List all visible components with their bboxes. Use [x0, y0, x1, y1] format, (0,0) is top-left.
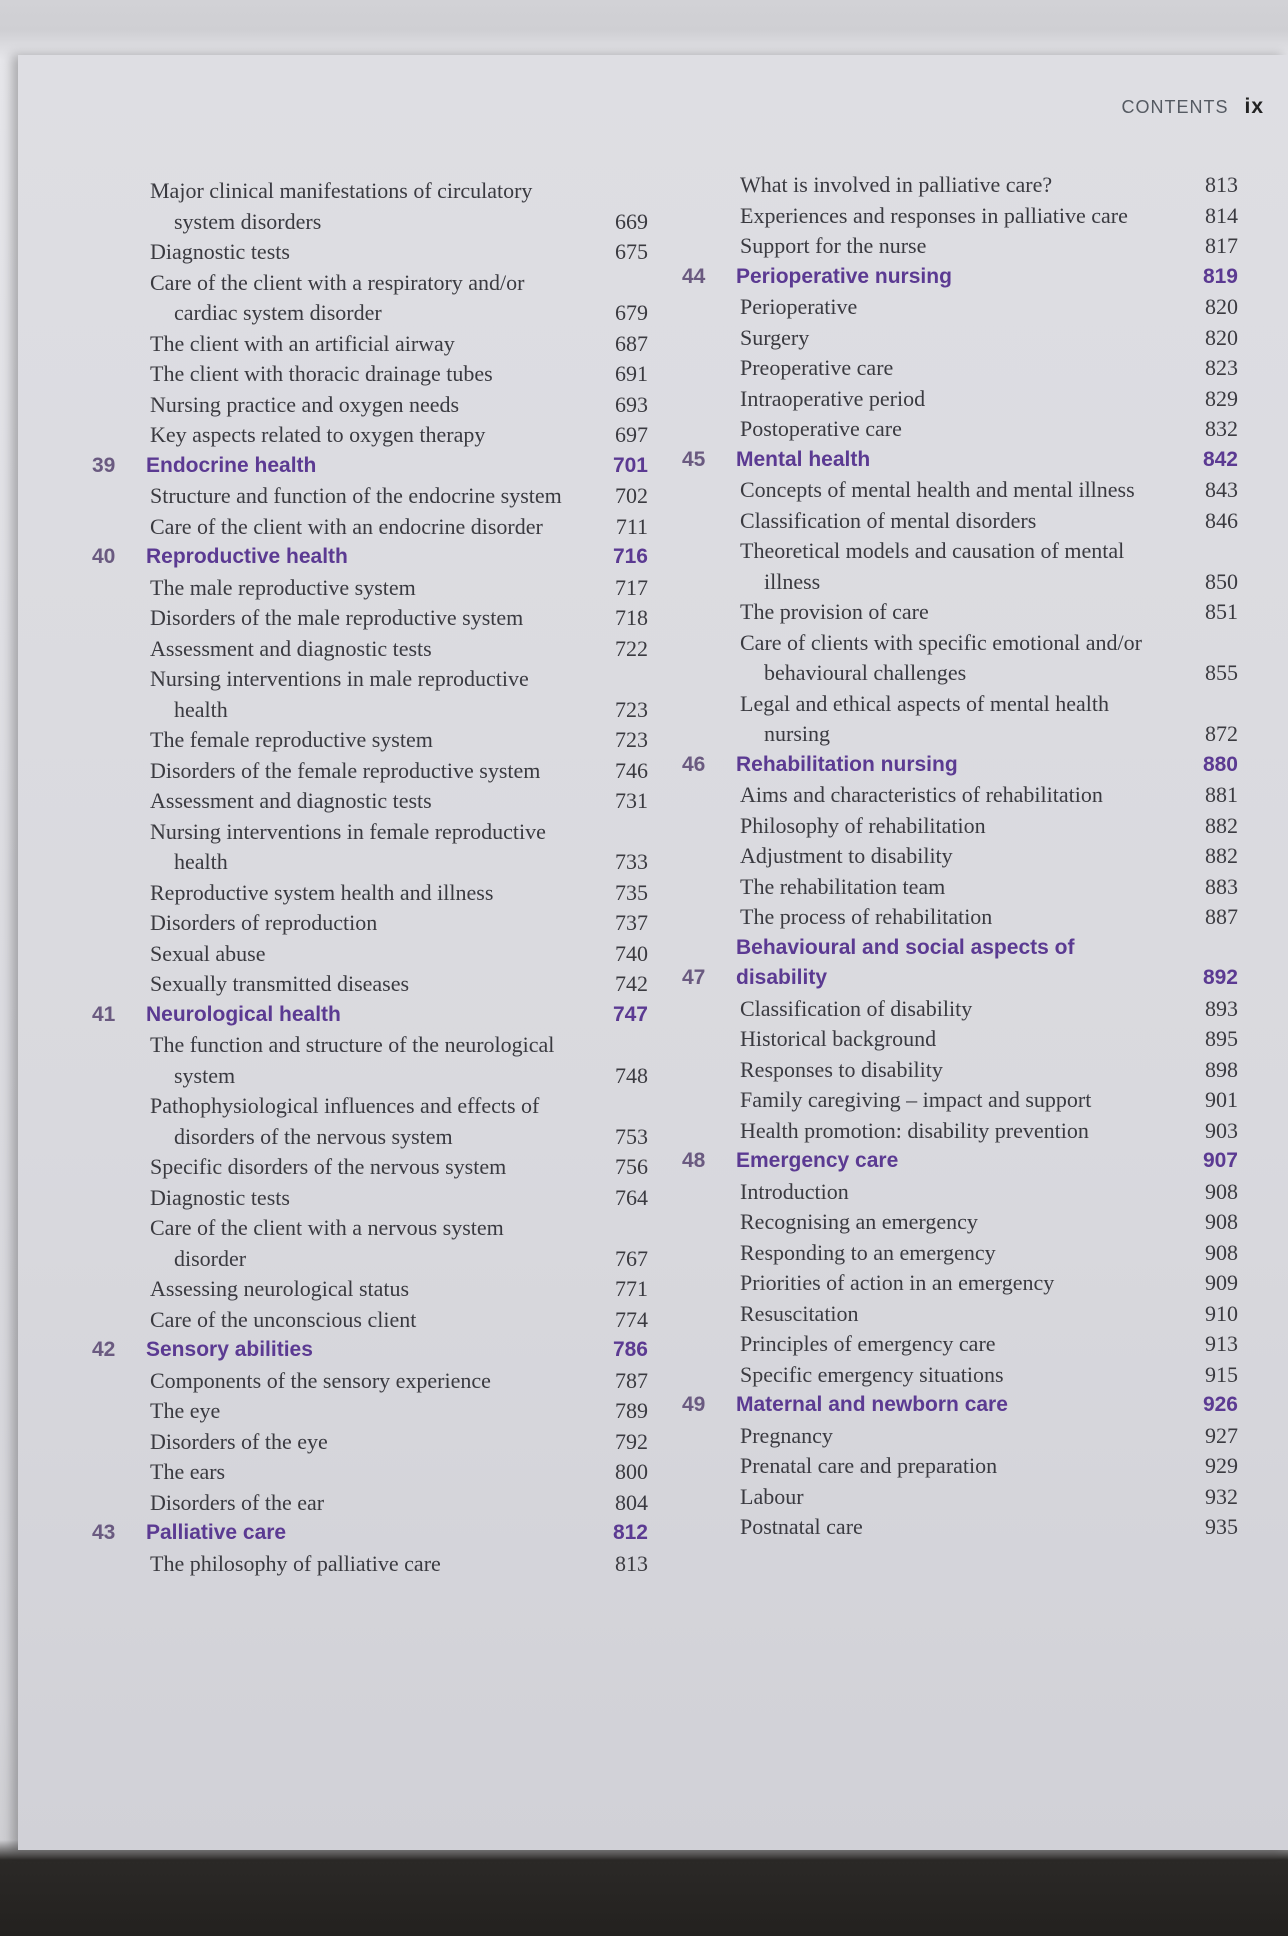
entry-title: Pathophysiological influences and effects of disorders of the nervous system — [150, 1093, 540, 1149]
entry-title: Responding to an emergency — [740, 1239, 996, 1265]
toc-entry[interactable] — [88, 512, 648, 543]
page-ref: 679 — [615, 300, 648, 325]
page-ref: 786 — [612, 1338, 648, 1361]
page-ref: 850 — [1205, 568, 1238, 594]
entry-title: Family caregiving – impact and support — [740, 1087, 1092, 1112]
page-ref: 814 — [1205, 202, 1238, 228]
entry-title: Philosophy of rehabilitation — [740, 812, 986, 838]
page-ref: 908 — [1205, 1178, 1238, 1204]
toc-chapter-heading[interactable] — [678, 262, 1238, 293]
page-ref: 787 — [615, 1367, 648, 1393]
toc-entry[interactable] — [88, 268, 648, 329]
page-ref: 722 — [615, 635, 648, 661]
page-ref: 842 — [1202, 447, 1238, 471]
entry-title: The client with thoracic drainage tubes — [150, 361, 493, 386]
entry-title: Historical background — [740, 1026, 937, 1051]
toc-entry[interactable] — [678, 170, 1238, 201]
toc-chapter-heading[interactable] — [88, 451, 648, 482]
toc-entry[interactable] — [678, 628, 1238, 689]
entry-title: Intraoperative period — [740, 385, 926, 411]
toc-entry[interactable] — [678, 902, 1238, 933]
toc-entry[interactable] — [88, 1305, 648, 1336]
entry-title: Theoretical models and causation of mental illness — [740, 538, 1125, 594]
entry-title: Nursing interventions in female reproductive health — [150, 818, 546, 874]
toc-chapter-heading[interactable] — [678, 933, 1238, 994]
toc-entry[interactable] — [678, 1329, 1238, 1360]
toc-entry[interactable] — [678, 1268, 1238, 1299]
toc-entry[interactable] — [678, 1360, 1238, 1391]
chapter-title: Maternal and newborn care — [736, 1393, 1008, 1416]
toc-entry[interactable] — [678, 1482, 1238, 1513]
page-ref: 792 — [615, 1428, 648, 1454]
toc-entry[interactable] — [88, 481, 648, 512]
toc-entry[interactable] — [88, 725, 648, 756]
page-ref: 909 — [1205, 1270, 1238, 1295]
entry-title: Priorities of action in an emergency — [740, 1270, 1055, 1295]
toc-entry[interactable] — [678, 475, 1238, 506]
page-ref: 723 — [615, 696, 648, 722]
entry-title: Care of the client with a respiratory and/or cardiac system disorder — [150, 269, 525, 325]
section-title: CONTENTS — [1121, 97, 1229, 117]
page-ref: 702 — [615, 483, 648, 508]
entry-title: Postoperative care — [740, 416, 902, 441]
toc-entry[interactable] — [678, 1299, 1238, 1330]
toc-entry[interactable] — [88, 1549, 648, 1580]
toc-entry[interactable] — [88, 1274, 648, 1305]
chapter-number: 46 — [682, 752, 706, 776]
toc-entry[interactable] — [88, 603, 648, 634]
toc-entry[interactable] — [88, 359, 648, 390]
page-ref: 820 — [1205, 324, 1238, 350]
entry-title: Major clinical manifestations of circulatory system disorders — [150, 178, 533, 234]
entry-title: The philosophy of palliative care — [150, 1550, 441, 1576]
chapter-title: Rehabilitation nursing — [736, 752, 958, 776]
entry-title: Sexual abuse — [150, 940, 266, 966]
toc-entry[interactable] — [88, 1213, 648, 1274]
toc-entry[interactable] — [88, 573, 648, 604]
entry-title: What is involved in palliative care? — [740, 172, 1053, 197]
toc-entry[interactable] — [88, 1457, 648, 1488]
chapter-number: 41 — [92, 1002, 116, 1026]
page-ref: 767 — [615, 1245, 648, 1271]
entry-title: Specific emergency situations — [740, 1361, 1004, 1387]
toc-entry[interactable] — [88, 1091, 648, 1152]
toc-entry[interactable] — [88, 1152, 648, 1183]
page-ref: 691 — [615, 361, 648, 386]
chapter-number: 42 — [92, 1338, 116, 1361]
entry-title: Resuscitation — [740, 1300, 859, 1326]
entry-title: Care of the unconscious client — [150, 1306, 417, 1332]
page-ref: 735 — [615, 879, 648, 905]
entry-title: The process of rehabilitation — [740, 904, 993, 929]
toc-entry[interactable] — [678, 1238, 1238, 1269]
toc-entry[interactable] — [88, 390, 648, 421]
entry-title: Assessment and diagnostic tests — [150, 788, 432, 813]
entry-title: Assessment and diagnostic tests — [150, 635, 432, 661]
entry-title: Aims and characteristics of rehabilitation — [740, 782, 1103, 807]
toc-entry[interactable] — [678, 1207, 1238, 1238]
page-ref: 898 — [1205, 1056, 1238, 1082]
toc-entry[interactable] — [678, 353, 1238, 384]
entry-title: Recognising an emergency — [740, 1209, 978, 1234]
toc-entry[interactable] — [678, 1512, 1238, 1543]
toc-entry[interactable] — [88, 939, 648, 970]
entry-title: Nursing practice and oxygen needs — [150, 391, 460, 417]
page-ref: 800 — [615, 1459, 648, 1484]
page-ref: 812 — [612, 1521, 648, 1544]
page-ref: 907 — [1202, 1149, 1238, 1172]
page-ref: 753 — [615, 1123, 648, 1149]
entry-title: Diagnostic tests — [150, 239, 290, 264]
entry-title: Health promotion: disability prevention — [740, 1117, 1089, 1143]
chapter-number: 49 — [682, 1393, 706, 1416]
chapter-title: Mental health — [736, 447, 871, 471]
page-ref: 669 — [615, 208, 648, 234]
toc-entry[interactable] — [88, 878, 648, 909]
page-ref: 697 — [615, 422, 648, 447]
toc-entry[interactable] — [88, 786, 648, 817]
chapter-number: 43 — [92, 1521, 116, 1544]
entry-title: Assessing neurological status — [150, 1276, 410, 1301]
toc-entry[interactable] — [678, 536, 1238, 597]
entry-title: Adjustment to disability — [740, 843, 953, 868]
page-ref: 693 — [615, 391, 648, 417]
entry-title: Care of the client with an endocrine disorder — [150, 513, 543, 539]
page-ref: 935 — [1205, 1514, 1238, 1539]
page-ref: 881 — [1205, 782, 1238, 807]
toc-entry[interactable] — [88, 237, 648, 268]
page-ref: 742 — [615, 971, 648, 996]
entry-title: The provision of care — [740, 599, 929, 624]
page-ref: 747 — [612, 1002, 648, 1026]
toc-entry[interactable] — [678, 506, 1238, 537]
toc-entry[interactable] — [88, 1488, 648, 1519]
entry-title: The eye — [150, 1398, 221, 1423]
page-ref: 687 — [615, 330, 648, 356]
toc-entry[interactable] — [678, 780, 1238, 811]
entry-title: Support for the nurse — [740, 233, 927, 258]
running-head — [1121, 95, 1264, 119]
entry-title: Introduction — [740, 1178, 849, 1204]
toc-entry[interactable] — [88, 817, 648, 878]
entry-title: Concepts of mental health and mental illness — [740, 477, 1135, 502]
chapter-number: 47 — [682, 966, 706, 989]
toc-entry[interactable] — [678, 323, 1238, 354]
toc-entry[interactable] — [678, 292, 1238, 323]
entry-title: Prenatal care and preparation — [740, 1453, 998, 1478]
page-ref: 851 — [1205, 599, 1238, 624]
toc-chapter-heading[interactable] — [678, 750, 1238, 781]
page-ref: 819 — [1202, 264, 1238, 288]
page-ref: 774 — [615, 1306, 648, 1332]
toc-chapter-heading[interactable] — [88, 542, 648, 573]
page-ref: 813 — [615, 1550, 648, 1576]
entry-title: Reproductive system health and illness — [150, 879, 494, 905]
page-ref: 716 — [612, 545, 648, 568]
toc-entry[interactable] — [88, 1366, 648, 1397]
toc-entry[interactable] — [88, 664, 648, 725]
entry-title: The male reproductive system — [150, 574, 416, 600]
toc-entry[interactable] — [88, 1427, 648, 1458]
page-ref: 829 — [1205, 385, 1238, 411]
chapter-title: Endocrine health — [146, 453, 317, 477]
page-ref: 813 — [1205, 172, 1238, 197]
page-ref: 843 — [1205, 477, 1238, 502]
page-ref: 771 — [615, 1276, 648, 1301]
entry-title: Legal and ethical aspects of mental health nursing — [740, 690, 1109, 746]
entry-title: Classification of disability — [740, 995, 973, 1021]
toc-chapter-heading[interactable] — [88, 1518, 648, 1549]
page-ref: 908 — [1205, 1209, 1238, 1234]
toc-entry[interactable] — [678, 841, 1238, 872]
entry-title: Pregnancy — [740, 1422, 833, 1448]
page-ref: 701 — [612, 453, 648, 477]
entry-title: Specific disorders of the nervous system — [150, 1154, 507, 1179]
entry-title: The client with an artificial airway — [150, 330, 455, 356]
page-ref: 887 — [1205, 904, 1238, 929]
chapter-number: 48 — [682, 1149, 706, 1172]
entry-title: Diagnostic tests — [150, 1184, 290, 1210]
page-ref: 855 — [1205, 660, 1238, 685]
toc-left-column — [88, 176, 648, 1579]
entry-title: Perioperative — [740, 294, 858, 319]
toc-chapter-heading[interactable] — [678, 445, 1238, 476]
toc-entry[interactable] — [88, 756, 648, 787]
page-ref: 823 — [1205, 355, 1238, 380]
page-ref: 731 — [615, 788, 648, 813]
toc-entry[interactable] — [88, 1030, 648, 1091]
entry-title: Classification of mental disorders — [740, 507, 1037, 533]
chapter-title: Perioperative nursing — [736, 264, 952, 288]
entry-title: Structure and function of the endocrine system — [150, 483, 562, 508]
page-ref: 901 — [1205, 1087, 1238, 1112]
entry-title: Disorders of reproduction — [150, 910, 378, 935]
page-ref: 883 — [1205, 873, 1238, 899]
toc-entry[interactable] — [678, 1421, 1238, 1452]
chapter-title: Sensory abilities — [146, 1338, 313, 1361]
entry-title: Responses to disability — [740, 1056, 943, 1082]
entry-title: Disorders of the female reproductive system — [150, 757, 541, 783]
chapter-number: 39 — [92, 453, 116, 477]
page-ref: 893 — [1205, 995, 1238, 1021]
entry-title: Key aspects related to oxygen therapy — [150, 422, 486, 447]
page-ref: 927 — [1205, 1422, 1238, 1448]
chapter-title: Reproductive health — [146, 545, 348, 568]
chapter-title: Behavioural and social aspects of disability — [736, 935, 1075, 989]
page-ref: 718 — [615, 605, 648, 630]
page-ref: 820 — [1205, 294, 1238, 319]
page-ref: 882 — [1205, 812, 1238, 838]
page-ref: 926 — [1202, 1393, 1238, 1416]
toc-chapter-heading[interactable] — [678, 1146, 1238, 1177]
entry-title: Care of the client with a nervous system disorder — [150, 1215, 504, 1271]
page-ref: 832 — [1205, 416, 1238, 441]
entry-title: Surgery — [740, 324, 810, 350]
chapter-number: 40 — [92, 545, 116, 568]
entry-title: Nursing interventions in male reproductive health — [150, 666, 529, 722]
entry-title: The function and structure of the neurological system — [150, 1032, 555, 1088]
entry-title: The rehabilitation team — [740, 873, 946, 899]
page-ref: 740 — [615, 940, 648, 966]
toc-entry[interactable] — [678, 414, 1238, 445]
chapter-title: Emergency care — [736, 1149, 899, 1172]
page-ref: 895 — [1205, 1026, 1238, 1051]
toc-entry[interactable] — [678, 689, 1238, 750]
toc-entry[interactable] — [88, 1183, 648, 1214]
toc-entry[interactable] — [88, 969, 648, 1000]
entry-title: Disorders of the male reproductive system — [150, 605, 524, 630]
toc-chapter-heading[interactable] — [88, 1335, 648, 1366]
entry-title: The female reproductive system — [150, 727, 433, 752]
entry-title: Preoperative care — [740, 355, 894, 380]
chapter-title: Palliative care — [146, 1521, 287, 1544]
page-ref: 804 — [615, 1489, 648, 1515]
toc-entry[interactable] — [88, 329, 648, 360]
entry-title: Experiences and responses in palliative care — [740, 202, 1128, 228]
entry-title: Sexually transmitted diseases — [150, 971, 410, 996]
toc-entry[interactable] — [678, 597, 1238, 628]
page-ref: 913 — [1205, 1331, 1238, 1356]
page-ref: 756 — [615, 1154, 648, 1179]
page-ref: 789 — [615, 1398, 648, 1423]
entry-title: Disorders of the eye — [150, 1428, 328, 1454]
page-ref: 880 — [1202, 752, 1238, 776]
toc-chapter-heading[interactable] — [678, 1390, 1238, 1421]
page-ref: 746 — [615, 757, 648, 783]
page-ref: 748 — [615, 1062, 648, 1088]
toc-entry[interactable] — [678, 1055, 1238, 1086]
page-ref: 764 — [615, 1184, 648, 1210]
entry-title: Components of the sensory experience — [150, 1367, 491, 1393]
entry-title: Principles of emergency care — [740, 1331, 996, 1356]
entry-title: The ears — [150, 1459, 226, 1484]
page-ref: 675 — [615, 239, 648, 264]
page-ref: 711 — [615, 513, 648, 539]
entry-title: Care of clients with specific emotional and/or behavioural challenges — [740, 629, 1142, 685]
page-ref: 915 — [1205, 1361, 1238, 1387]
page-ref: 882 — [1205, 843, 1238, 868]
toc-entry[interactable] — [88, 420, 648, 451]
toc-entry[interactable] — [678, 1451, 1238, 1482]
toc-entry[interactable] — [678, 811, 1238, 842]
toc-entry[interactable] — [678, 994, 1238, 1025]
toc-entry[interactable] — [678, 1177, 1238, 1208]
chapter-number: 45 — [682, 447, 706, 471]
page-ref: 903 — [1205, 1117, 1238, 1143]
page-ref: 723 — [615, 727, 648, 752]
toc-entry[interactable] — [678, 872, 1238, 903]
page-number: ix — [1244, 95, 1264, 118]
page-ref: 872 — [1205, 721, 1238, 746]
toc-entry[interactable] — [678, 384, 1238, 415]
toc-entry[interactable] — [88, 176, 648, 237]
toc-entry[interactable] — [88, 634, 648, 665]
page-ref: 910 — [1205, 1300, 1238, 1326]
toc-right-column — [678, 170, 1238, 1543]
toc-entry[interactable] — [678, 1116, 1238, 1147]
toc-entry[interactable] — [678, 231, 1238, 262]
page-ref: 892 — [1202, 966, 1238, 989]
page-ref: 733 — [615, 849, 648, 874]
entry-title: Labour — [740, 1483, 804, 1509]
chapter-title: Neurological health — [146, 1002, 341, 1026]
toc-chapter-heading[interactable] — [88, 1000, 648, 1031]
toc-entry[interactable] — [678, 1085, 1238, 1116]
page-ref: 737 — [615, 910, 648, 935]
entry-title: Postnatal care — [740, 1514, 863, 1539]
toc-entry[interactable] — [88, 1396, 648, 1427]
toc-entry[interactable] — [678, 201, 1238, 232]
page-ref: 846 — [1205, 507, 1238, 533]
page-ref: 817 — [1205, 233, 1238, 258]
toc-entry[interactable] — [88, 908, 648, 939]
page-ref: 932 — [1205, 1483, 1238, 1509]
page-ref: 929 — [1205, 1453, 1238, 1478]
chapter-number: 44 — [682, 264, 706, 288]
page-ref: 908 — [1205, 1239, 1238, 1265]
entry-title: Disorders of the ear — [150, 1489, 325, 1515]
toc-entry[interactable] — [678, 1024, 1238, 1055]
page-ref: 717 — [615, 574, 648, 600]
